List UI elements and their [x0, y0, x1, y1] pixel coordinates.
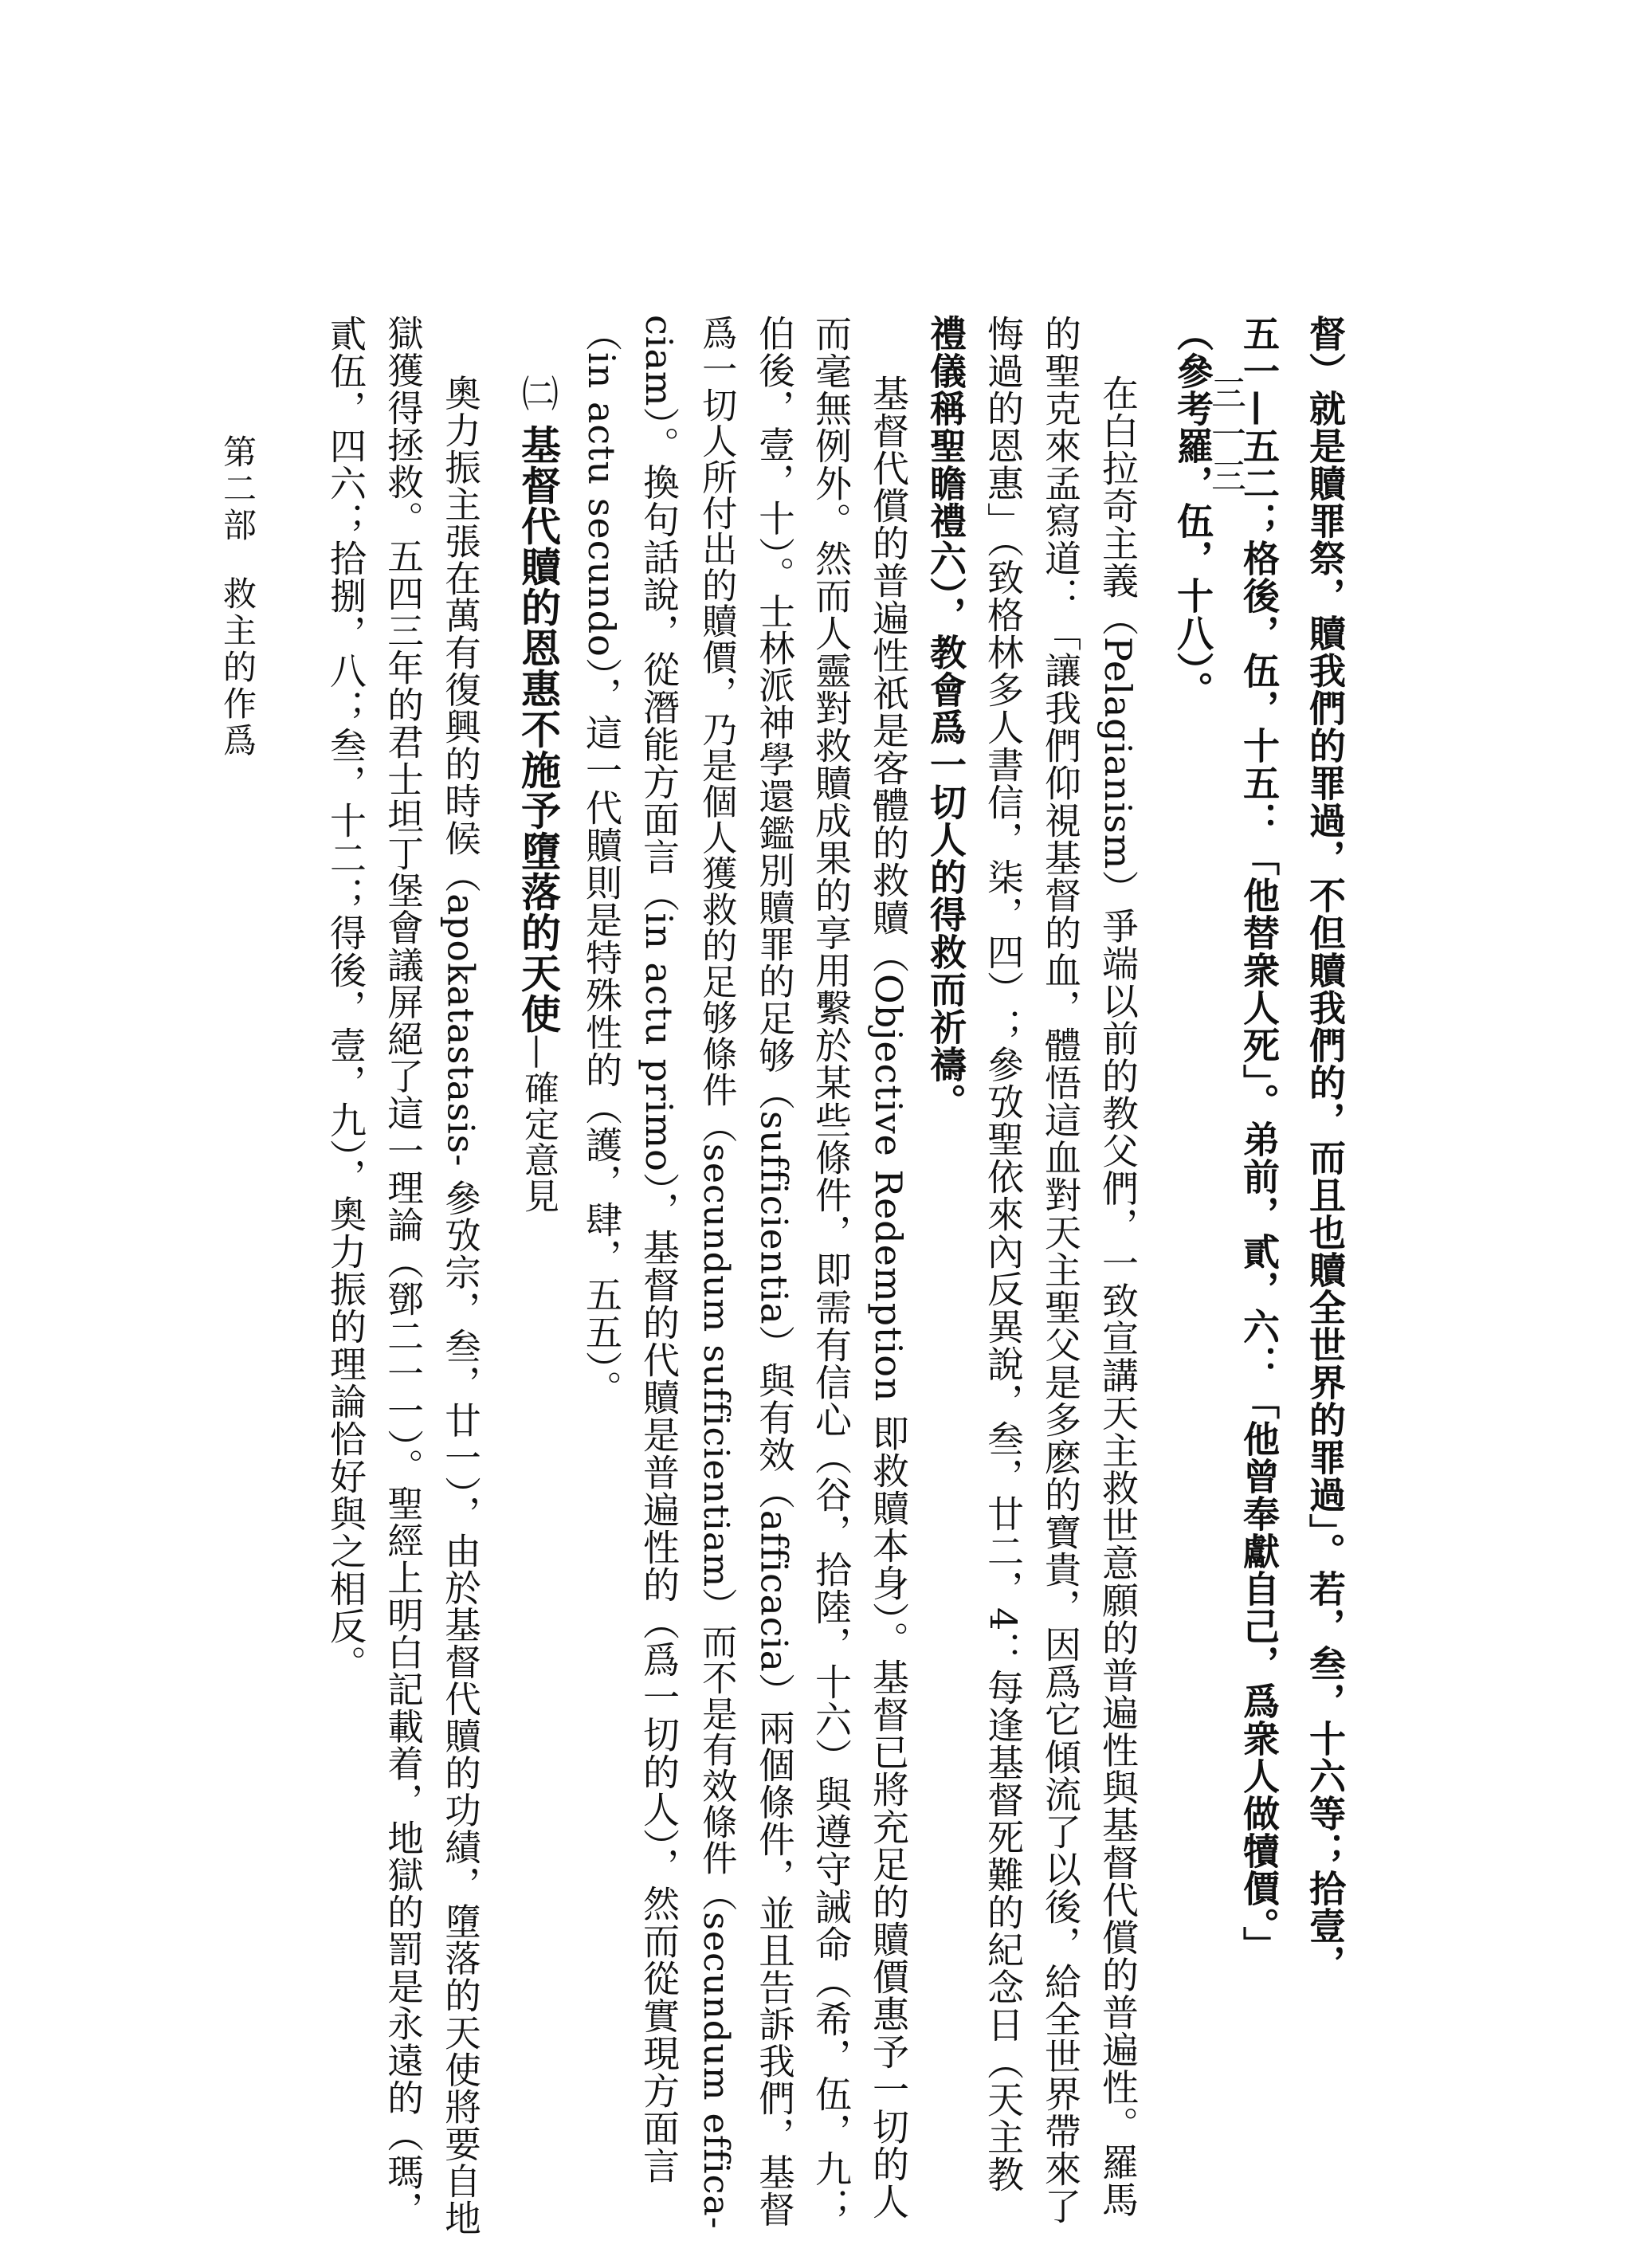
body-line-2: 五一—五二；格後，伍，十五：「他替衆人死」。弟前，貳，六：「他曾奉獻自己，爲衆人做犢價。」 [1238, 315, 1281, 1964]
body-line-13: （in actu secundo），這一代贖則是特殊性的（護，肆，五五）。 [580, 315, 623, 1407]
section-qualifier: —確定意見 [518, 1034, 559, 1214]
body-line-12: ciam）。換句話說，從潛能方面言（in actu primo），基督的代贖是普遍性的（爲一切的人），然而從實現方面言 [638, 315, 681, 2184]
section-number: ㈡ [516, 375, 559, 412]
body-line-10: 伯後，壹，十）。士林派神學還鑑別贖罪的足够（sufficientia）與有效（afficacia）兩個條件，並且告訴我們，基督 [752, 315, 795, 2228]
body-line-6: 悔過的恩惠」（致格林多人書信，柒，四）；參攷聖依來內反異說，叁，廿二，4：每逢基督死難的紀念日（天主教 [982, 315, 1025, 2194]
closing-line-3: 貳伍，四六；拾捌，八；叁，十二；得後，壹，九），奧力振的理論恰好與之相反。 [324, 315, 367, 1682]
body-line-11: 爲一切人所付出的贖價，乃是個人獲救的足够條件（secundum sufficientiam）而不是有效條件（secundum effica- [696, 315, 737, 2230]
body-line-5: 的聖克來孟寫道：「讓我們仰視基督的血，體悟這血對天主聖父是多麽的寶貴，因爲它傾流了以後，給全世界帶來了 [1039, 315, 1082, 2225]
body-line-8: 基督代償的普遍性祇是客體的救贖（Objective Redemption 即救贖本身）。基督已將充足的贖價惠予一切的人 [867, 375, 910, 2221]
section-heading [515, 375, 562, 1214]
page-number: 三一三 [1205, 375, 1246, 499]
body-line-3: （參考羅，伍，十八）。 [1171, 315, 1214, 708]
body-line-9: 而毫無例外。然而人靈對救贖成果的享用繫於某些條件，即需有信心（谷，拾陸，十六）與遵守誡命（希，伍，九； [810, 315, 853, 2225]
running-head-title: 救主的作爲 [218, 576, 257, 759]
closing-line-2: 獄獲得拯救。五四三年的君士坦丁堡會議屏絕了這一理論（鄧二一一）。聖經上明白記載着，地獄的罰是永遠的（瑪， [382, 315, 425, 2228]
body-line-4: 在白拉奇主義（Pelagianism）爭端以前的教父們，一致宣講天主救世意願的普遍性與基督代償的普遍性。羅馬 [1096, 375, 1140, 2219]
running-head [214, 434, 261, 759]
body-line-7: 禮儀稱聖瞻禮六），教會爲一切人的得救而祈禱。 [924, 315, 967, 1120]
section-heading-text: 基督代贖的恩惠不施予墮落的天使 [515, 424, 562, 1034]
running-head-part: 第二部 [218, 434, 257, 544]
closing-line-1: 奧力振主張在萬有復興的時候（apokatastasis- 參攷宗，叁，廿一），由於基督代贖的功績，墮落的天使將要自地 [439, 375, 482, 2237]
body-line-1: 督）就是贖罪祭，贖我們的罪過，不但贖我們的，而且也贖全世界的罪過」。若，叁，十六等；拾壹， [1304, 315, 1347, 1982]
